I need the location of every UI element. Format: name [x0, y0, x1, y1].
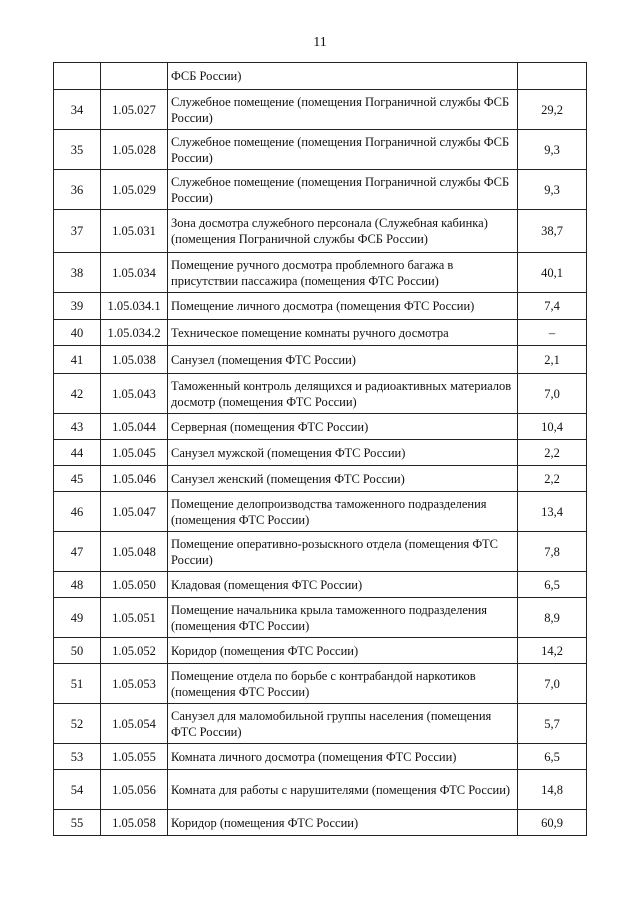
room-code-cell: 1.05.051	[101, 598, 168, 638]
room-name-cell: Комната для работы с нарушителями (помещения ФТС России)	[168, 770, 518, 810]
room-area-cell: –	[518, 320, 587, 346]
room-area-cell: 2,1	[518, 346, 587, 374]
row-number-cell: 53	[54, 744, 101, 770]
room-name-cell: Серверная (помещения ФТС России)	[168, 414, 518, 440]
room-code-cell: 1.05.052	[101, 638, 168, 664]
row-number-cell	[54, 63, 101, 90]
table-row	[54, 638, 587, 664]
table-row	[54, 170, 587, 210]
room-name-cell: Помещение личного досмотра (помещения ФТС России)	[168, 293, 518, 320]
table-row	[54, 440, 587, 466]
room-code-cell: 1.05.034.1	[101, 293, 168, 320]
row-number-cell: 39	[54, 293, 101, 320]
room-area-cell: 9,3	[518, 130, 587, 170]
room-code-cell: 1.05.045	[101, 440, 168, 466]
room-area-cell: 5,7	[518, 704, 587, 744]
room-area-cell: 38,7	[518, 210, 587, 253]
room-area-cell: 60,9	[518, 810, 587, 836]
table-row	[54, 130, 587, 170]
room-code-cell: 1.05.034	[101, 253, 168, 293]
row-number-cell: 45	[54, 466, 101, 492]
room-code-cell: 1.05.034.2	[101, 320, 168, 346]
table-row	[54, 320, 587, 346]
room-area-cell: 14,2	[518, 638, 587, 664]
page-number: 11	[313, 35, 327, 50]
room-area-cell: 40,1	[518, 253, 587, 293]
table-row	[54, 492, 587, 532]
room-name-cell: Коридор (помещения ФТС России)	[168, 638, 518, 664]
row-number-cell: 48	[54, 572, 101, 598]
table-row	[54, 90, 587, 130]
table-row	[54, 374, 587, 414]
room-area-cell: 2,2	[518, 440, 587, 466]
room-name-cell: Комната личного досмотра (помещения ФТС России)	[168, 744, 518, 770]
table-row	[54, 532, 587, 572]
room-area-cell: 29,2	[518, 90, 587, 130]
room-code-cell: 1.05.050	[101, 572, 168, 598]
room-area-cell: 2,2	[518, 466, 587, 492]
room-name-cell: Помещение начальника крыла таможенного подразделения (помещения ФТС России)	[168, 598, 518, 638]
table-row	[54, 664, 587, 704]
room-area-cell: 13,4	[518, 492, 587, 532]
row-number-cell: 51	[54, 664, 101, 704]
room-code-cell: 1.05.055	[101, 744, 168, 770]
room-code-cell: 1.05.029	[101, 170, 168, 210]
room-name-cell: Зона досмотра служебного персонала (Служебная кабинка) (помещения Пограничной службы ФСБ России)	[168, 210, 518, 253]
room-code-cell: 1.05.043	[101, 374, 168, 414]
room-name-cell: Техническое помещение комнаты ручного досмотра	[168, 320, 518, 346]
table-row	[54, 253, 587, 293]
room-code-cell	[101, 63, 168, 90]
table-row	[54, 744, 587, 770]
table-row	[54, 810, 587, 836]
room-name-cell: Санузел для маломобильной группы населения (помещения ФТС России)	[168, 704, 518, 744]
room-name-cell: Санузел (помещения ФТС России)	[168, 346, 518, 374]
room-area-cell: 7,4	[518, 293, 587, 320]
room-area-cell: 6,5	[518, 744, 587, 770]
room-name-cell: Таможенный контроль делящихся и радиоактивных материалов досмотр (помещения ФТС России)	[168, 374, 518, 414]
room-name-cell: Санузел женский (помещения ФТС России)	[168, 466, 518, 492]
room-name-cell: ФСБ России)	[168, 63, 518, 90]
row-number-cell: 43	[54, 414, 101, 440]
room-code-cell: 1.05.028	[101, 130, 168, 170]
row-number-cell: 52	[54, 704, 101, 744]
room-code-cell: 1.05.047	[101, 492, 168, 532]
room-area-cell	[518, 63, 587, 90]
room-code-cell: 1.05.053	[101, 664, 168, 704]
room-code-cell: 1.05.058	[101, 810, 168, 836]
room-name-cell: Помещение оперативно-розыскного отдела (помещения ФТС России)	[168, 532, 518, 572]
row-number-cell: 40	[54, 320, 101, 346]
row-number-cell: 42	[54, 374, 101, 414]
room-code-cell: 1.05.038	[101, 346, 168, 374]
row-number-cell: 38	[54, 253, 101, 293]
table-row	[54, 466, 587, 492]
table-row	[54, 293, 587, 320]
table-row	[54, 210, 587, 253]
row-number-cell: 37	[54, 210, 101, 253]
room-name-cell: Служебное помещение (помещения Пограничной службы ФСБ России)	[168, 130, 518, 170]
room-area-cell: 14,8	[518, 770, 587, 810]
room-name-cell: Служебное помещение (помещения Пограничной службы ФСБ России)	[168, 170, 518, 210]
rooms-table	[53, 62, 587, 836]
row-number-cell: 44	[54, 440, 101, 466]
row-number-cell: 35	[54, 130, 101, 170]
room-code-cell: 1.05.031	[101, 210, 168, 253]
table-row	[54, 346, 587, 374]
table-row	[54, 414, 587, 440]
room-area-cell: 7,8	[518, 532, 587, 572]
row-number-cell: 54	[54, 770, 101, 810]
room-code-cell: 1.05.027	[101, 90, 168, 130]
room-name-cell: Санузел мужской (помещения ФТС России)	[168, 440, 518, 466]
room-code-cell: 1.05.044	[101, 414, 168, 440]
room-name-cell: Помещение делопроизводства таможенного подразделения (помещения ФТС России)	[168, 492, 518, 532]
row-number-cell: 46	[54, 492, 101, 532]
table-row	[54, 770, 587, 810]
room-area-cell: 8,9	[518, 598, 587, 638]
row-number-cell: 36	[54, 170, 101, 210]
table-row	[54, 63, 587, 90]
row-number-cell: 55	[54, 810, 101, 836]
table-row	[54, 598, 587, 638]
row-number-cell: 49	[54, 598, 101, 638]
room-code-cell: 1.05.048	[101, 532, 168, 572]
room-area-cell: 9,3	[518, 170, 587, 210]
room-code-cell: 1.05.056	[101, 770, 168, 810]
table-row	[54, 572, 587, 598]
row-number-cell: 47	[54, 532, 101, 572]
room-code-cell: 1.05.054	[101, 704, 168, 744]
room-code-cell: 1.05.046	[101, 466, 168, 492]
rooms-table-body	[54, 63, 587, 836]
room-area-cell: 7,0	[518, 664, 587, 704]
room-area-cell: 10,4	[518, 414, 587, 440]
room-name-cell: Помещение отдела по борьбе с контрабандой наркотиков (помещения ФТС России)	[168, 664, 518, 704]
row-number-cell: 50	[54, 638, 101, 664]
table-row	[54, 704, 587, 744]
row-number-cell: 34	[54, 90, 101, 130]
room-name-cell: Коридор (помещения ФТС России)	[168, 810, 518, 836]
room-name-cell: Помещение ручного досмотра проблемного багажа в присутствии пассажира (помещения ФТС России)	[168, 253, 518, 293]
room-name-cell: Служебное помещение (помещения Пограничной службы ФСБ России)	[168, 90, 518, 130]
room-area-cell: 6,5	[518, 572, 587, 598]
row-number-cell: 41	[54, 346, 101, 374]
room-area-cell: 7,0	[518, 374, 587, 414]
room-name-cell: Кладовая (помещения ФТС России)	[168, 572, 518, 598]
